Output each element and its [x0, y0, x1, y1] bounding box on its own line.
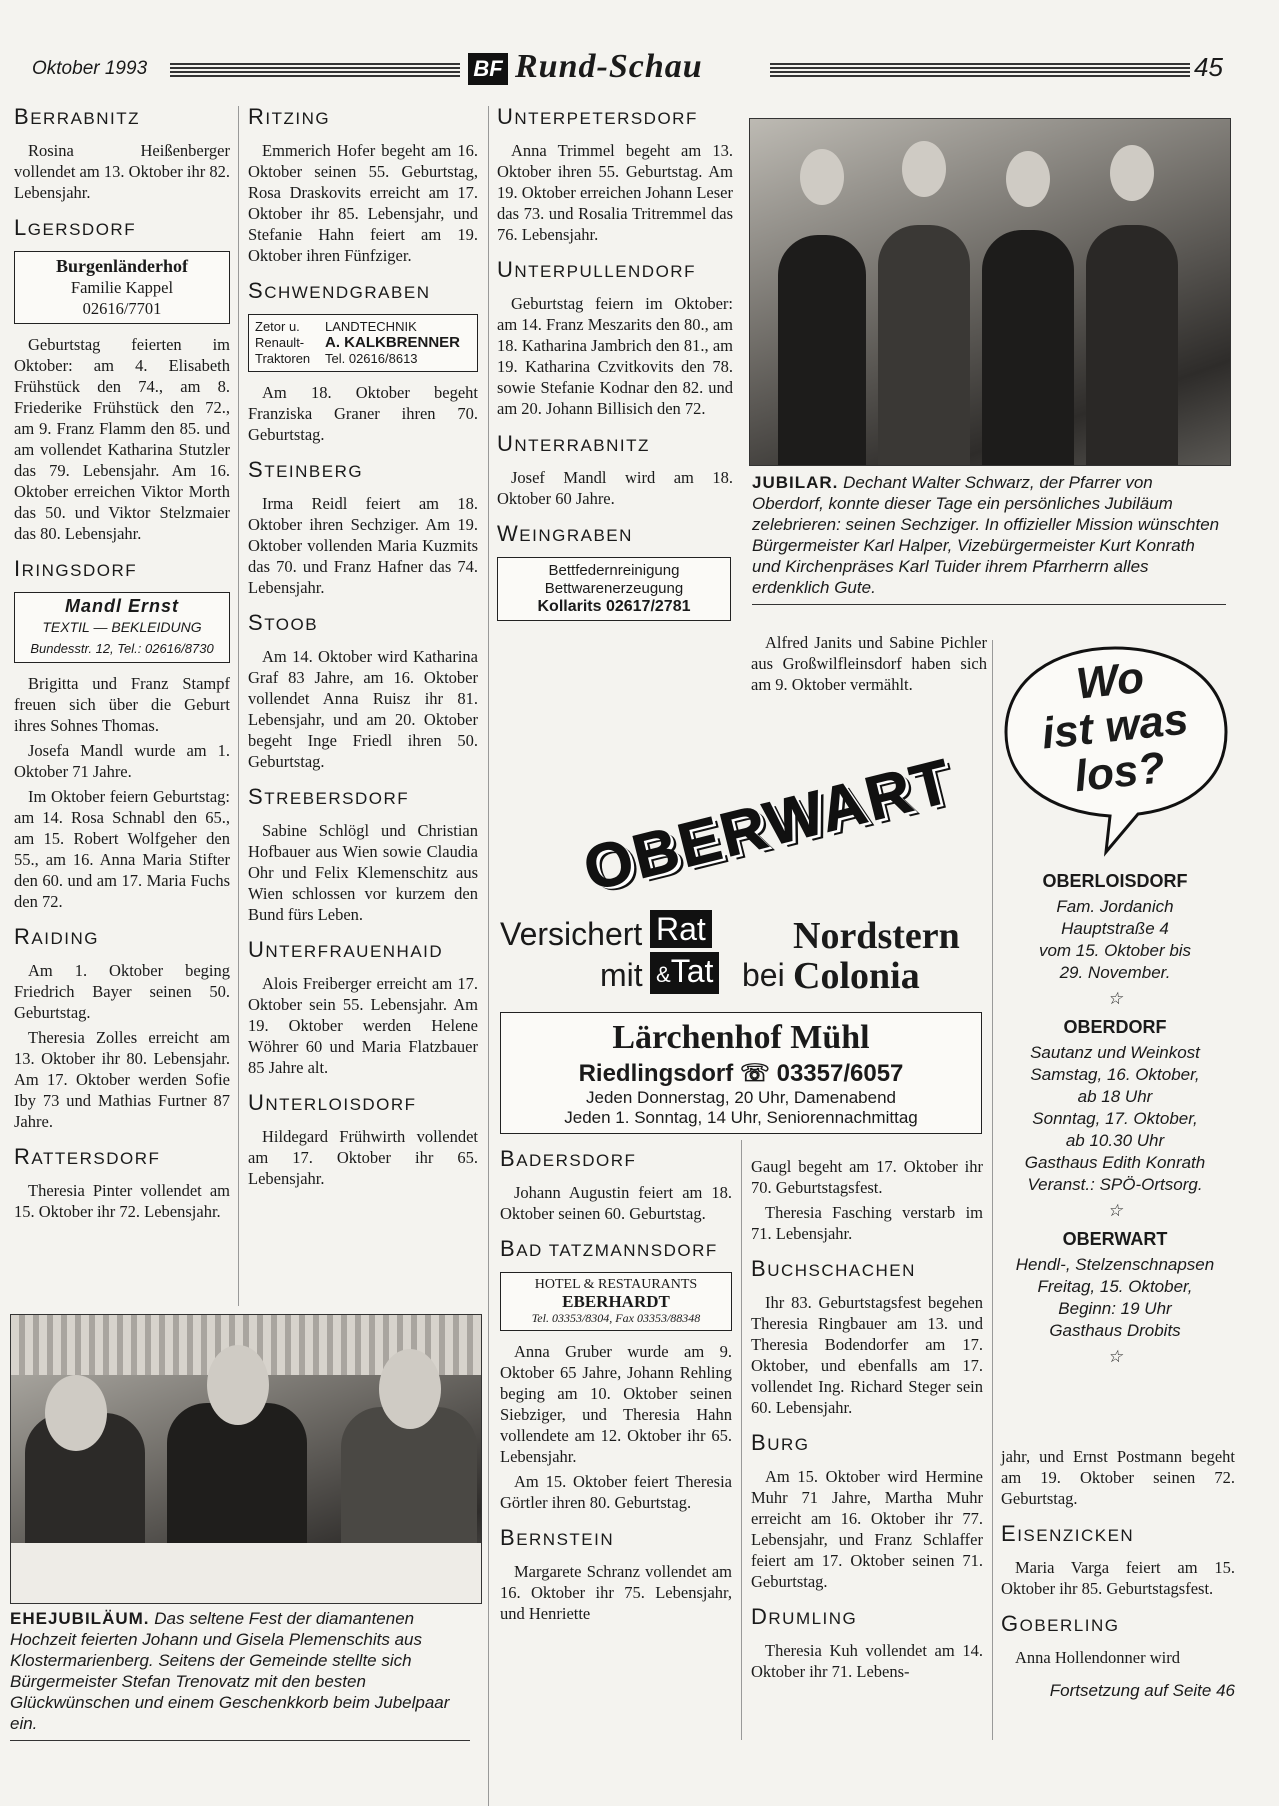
section-title: BAD TATZMANNSDORF: [500, 1236, 718, 1261]
bubble-line: ist was: [1039, 694, 1191, 759]
article-text: Geburtstag feierten im Oktober: am 4. Elisabeth Frühstück den 74., am 8. Friederike Frühstück den 72., am 9. Franz Flamm den 85. und am vollendet Katharina Stutzler das 79. Lebensjahr. Am 16. Oktober erreichen Viktor Morth das 50. und Viktor Stelzmaier das 80. Lebensjahr.: [14, 335, 230, 543]
section-title: DRUMLING: [751, 1604, 858, 1629]
column-mid-b: [751, 1156, 983, 1686]
ad-line: Jeden Donnerstag, 20 Uhr, Damenabend: [586, 1088, 896, 1107]
issue-date: Oktober 1993: [32, 58, 148, 79]
event-line: ab 18 Uhr: [1077, 1087, 1153, 1106]
article-text: Anna Hollendonner wird: [1015, 1648, 1180, 1667]
section-title: UNTERPULLENDORF: [497, 257, 696, 282]
column-right-bottom: [1001, 1446, 1235, 1701]
event-line: 29. November.: [1059, 963, 1171, 982]
photo-person-head: [1110, 145, 1154, 201]
bubble-line: los?: [1072, 743, 1168, 802]
article-text: Am 1. Oktober beging Friedrich Bayer seinen 50. Geburtstag.: [14, 961, 230, 1022]
article-text: Gaugl begeht am 17. Oktober ihr 70. Geburtstagsfest.: [751, 1157, 983, 1197]
wo-ist-was-los-bubble: [998, 640, 1232, 860]
photo-ehejubilaeum: [10, 1314, 482, 1604]
ad-right: [325, 319, 460, 367]
ad-mit: mit: [600, 957, 643, 993]
ad-left: [255, 319, 325, 367]
column-mid-a: [500, 1148, 732, 1628]
ad-mandl-ernst: [14, 592, 230, 663]
ad-eberhardt: [500, 1272, 732, 1331]
article-text: Josefa Mandl wurde am 1. Oktober 71 Jahre.: [14, 741, 230, 781]
star-icon: ☆: [1107, 989, 1123, 1008]
section-title: BUCHSCHACHEN: [751, 1256, 916, 1281]
photo-person-head: [45, 1375, 107, 1451]
section-title: UNTERRABNITZ: [497, 431, 650, 456]
event-line: Hauptstraße 4: [1061, 919, 1169, 938]
ad-kollarits: [497, 557, 731, 621]
article-text: Alfred Janits und Sabine Pichler aus Großwilfleinsdorf haben sich am 9. Oktober vermählt.: [751, 633, 987, 694]
article-text: Margarete Schranz vollendet am 16. Oktober ihr 75. Lebensjahr, und Henriette: [500, 1562, 732, 1623]
photo-person: [878, 225, 970, 465]
publication-title: Rund-Schau: [515, 48, 703, 85]
event-line: Gasthaus Drobits: [1049, 1321, 1181, 1340]
event-title: OBERDORF: [1063, 1017, 1167, 1037]
article-text: Hildegard Frühwirth vollendet am 17. Oktober ihr 65. Lebensjahr.: [248, 1127, 478, 1188]
section-title: UNTERLOISDORF: [248, 1090, 417, 1115]
event-line: Veranst.: SPÖ-Ortsorg.: [1027, 1175, 1203, 1194]
ad-line: Jeden 1. Sonntag, 14 Uhr, Seniorennachmittag: [564, 1108, 918, 1127]
photo-person: [778, 235, 866, 465]
article-text: Am 14. Oktober wird Katharina Graf 83 Jahre, am 16. Oktober vollendet Anna Ruisz ihr 81. Lebensjahr, und am 20. Oktober begeht Inge Friedl ihren 50. Geburtstag.: [248, 647, 478, 771]
article-text: Josef Mandl wird am 18. Oktober 60 Jahre.: [497, 468, 733, 508]
section-title: BADERSDORF: [500, 1146, 637, 1171]
ad-colonia: Colonia: [793, 955, 920, 997]
header-rule-left: [170, 63, 460, 77]
ad-line: Bettfedernreinigung: [548, 562, 680, 579]
article-text: Brigitta und Franz Stampf freuen sich über die Geburt ihres Sohnes Thomas.: [14, 674, 230, 735]
ad-name: Kollarits 02617/2781: [537, 598, 691, 615]
column-divider: [741, 1140, 742, 1740]
ad-laerchenhof: [500, 1012, 982, 1134]
ad-name: EBERHARDT: [562, 1292, 670, 1311]
section-title: SCHWENDGRABEN: [248, 278, 431, 303]
article-text: Anna Trimmel begeht am 13. Oktober ihren 55. Geburtstag. Am 19. Oktober erreichen Johann Leser das 73. und Rosalia Tritremmel das 76. Lebensjahr.: [497, 141, 733, 244]
section-title: STREBERSDORF: [248, 784, 410, 809]
event-line: Freitag, 15. Oktober,: [1037, 1277, 1193, 1296]
ad-name: Lärchenhof Mühl: [612, 1019, 870, 1056]
article-text: Theresia Kuh vollendet am 14. Oktober ihr 71. Lebens-: [751, 1641, 983, 1681]
article-text: jahr, und Ernst Postmann begeht am 19. Oktober seinen 72. Geburtstag.: [1001, 1447, 1235, 1508]
column-3: [497, 106, 733, 631]
ad-versichert: Versichert: [500, 916, 643, 952]
ad-kalkbrenner: [248, 314, 478, 372]
article-text: Johann Augustin feiert am 18. Oktober seinen 60. Geburtstag.: [500, 1183, 732, 1223]
bubble-line: Wo: [1073, 652, 1147, 709]
event-line: Beginn: 19 Uhr: [1058, 1299, 1172, 1318]
section-title: RAIDING: [14, 924, 99, 949]
ad-place-phone: [501, 1059, 981, 1088]
ad-line: Zetor u.: [255, 319, 300, 334]
event-line: ab 10.30 Uhr: [1065, 1131, 1165, 1150]
ad-subtitle: Familie Kappel: [70, 278, 174, 297]
photo-person-head: [1006, 151, 1050, 207]
ad-burgenlaenderhof: [14, 251, 230, 324]
section-title: RATTERSDORF: [14, 1144, 161, 1169]
event-title: OBERLOISDORF: [1042, 871, 1188, 891]
ad-line: Bettwarenerzeugung: [544, 580, 684, 597]
article-text: Alois Freiberger erreicht am 17. Oktober sein 55. Lebensjahr. Am 19. Oktober werden Helene Wöhrer 60 und Maria Flatzbauer 85 Jahre alt.: [248, 974, 478, 1077]
ad-place: Riedlingsdorf: [578, 1060, 734, 1087]
event-line: Sautanz und Weinkost: [1030, 1043, 1200, 1062]
column-4-top: [751, 632, 987, 699]
ad-name: A. KALKBRENNER: [325, 334, 460, 351]
header-rule-right: [770, 63, 1190, 77]
article-text: Im Oktober feiern Geburtstag: am 14. Rosa Schnabl den 65., am 15. Robert Wolfgeher den 55., am 16. Anna Maria Stifter den 60. und am 17. Maria Fuchs den 72.: [14, 787, 230, 911]
article-text: Rosina Heißenberger vollendet am 13. Oktober ihr 82. Lebensjahr.: [14, 141, 230, 202]
article-text: Irma Reidl feiert am 18. Oktober ihren Sechziger. Am 19. Oktober vollenden Maria Kuzmits das 70. und Franz Hafner das 74. Lebensjahr.: [248, 494, 478, 597]
photo-person-head: [800, 149, 844, 205]
ad-phone: 02616/7701: [82, 299, 162, 318]
section-title: BURG: [751, 1430, 810, 1455]
photo-person-head: [902, 141, 946, 197]
article-text: Am 15. Oktober feiert Theresia Görtler ihren 80. Geburtstag.: [500, 1472, 732, 1512]
section-title: UNTERPETERSDORF: [497, 104, 698, 129]
bf-logo: BF: [468, 53, 508, 85]
column-divider: [238, 106, 239, 1306]
article-text: Maria Varga feiert am 15. Oktober ihr 85. Geburtstagsfest.: [1001, 1558, 1235, 1598]
section-title: RITZING: [248, 104, 331, 129]
section-title: BERRABNITZ: [14, 104, 141, 129]
event-title: OBERWART: [1062, 1229, 1168, 1249]
section-title: EISENZICKEN: [1001, 1521, 1135, 1546]
section-title: LGERSDORF: [14, 215, 137, 240]
article-text: Geburtstag feiern im Oktober: am 14. Franz Meszarits den 80., am 18. Katharina Jambrich den 81., am 19. Katharina Czvitkovits den 78. sowie Stefanie Kodnar den 82. und am 20. Johann Billisich den 72.: [497, 294, 733, 418]
ad-tat-box: [650, 952, 719, 994]
ad-rat-box: Rat: [650, 910, 712, 948]
event-line: Fam. Jordanich: [1056, 897, 1174, 916]
ad-subtitle: TEXTIL — BEKLEIDUNG: [42, 619, 202, 635]
photo-jubilar-caption: [752, 472, 1226, 605]
photo-person: [1086, 225, 1178, 465]
section-title: GOBERLING: [1001, 1611, 1120, 1636]
ad-amp: &: [656, 962, 671, 987]
ad-line: Renault-: [255, 335, 305, 350]
article-text: Sabine Schlögl und Christian Hofbauer aus Wien sowie Claudia Ohr und Felix Klemenschitz aus Wien schlossen vor kurzem den Bund fürs Leben.: [248, 821, 478, 924]
section-title: IRINGSDORF: [14, 556, 138, 581]
column-divider: [992, 640, 993, 1740]
ad-oberwart-nordstern: [500, 720, 990, 1000]
section-title: STOOB: [248, 610, 319, 635]
ad-line: HOTEL & RESTAURANTS: [534, 1277, 698, 1292]
ad-address: Bundesstr. 12, Tel.: 02616/8730: [30, 641, 214, 656]
article-text: Theresia Pinter vollendet am 15. Oktober ihr 72. Lebensjahr.: [14, 1181, 230, 1221]
column-1: [14, 106, 230, 1226]
section-title: UNTERFRAUENHAID: [248, 937, 444, 962]
ad-name: Mandl Ernst: [64, 596, 179, 616]
photo-jubilar: [749, 118, 1231, 466]
event-line: vom 15. Oktober bis: [1038, 941, 1192, 960]
photo-table: [11, 1543, 481, 1603]
ad-phone: Tel. 02616/8613: [325, 351, 418, 366]
section-title: STEINBERG: [248, 457, 364, 482]
photo-person-head: [379, 1349, 441, 1429]
column-2: [248, 106, 478, 1193]
ad-tat: Tat: [670, 953, 714, 989]
event-line: Hendl-, Stelzenschnapsen: [1015, 1255, 1215, 1274]
article-text: Theresia Zolles erreicht am 13. Oktober ihr 80. Lebensjahr. Am 17. Oktober werden Sofie Iby 73 und Mathias Furtner 87 Jahre.: [14, 1028, 230, 1131]
ad-bei: bei: [742, 957, 785, 993]
caption-text: Das seltene Fest der diamantenen Hochzeit feierten Johann und Gisela Plemenschits aus Klostermarienberg. Seitens der Gemeinde stellte sich Bürgermeister Stefan Trenovatz mit den besten Glückwünschen und einem Geschenkkorb beim Jubelpaar ein.: [10, 1609, 450, 1733]
star-icon: ☆: [1107, 1201, 1123, 1220]
section-title: BERNSTEIN: [500, 1525, 615, 1550]
caption-text: Dechant Walter Schwarz, der Pfarrer von Oberdorf, konnte dieser Tage ein persönliches Jubiläum zelebrieren: seinen Sechziger. In offizieller Mission wünschten Bürgermeister Karl Halper, Vizebürgermeister Kurt Konrath und Kirchenpräses Karl Tuider ihrem Pfarrherrn alles erdenklich Gute.: [752, 473, 1220, 597]
article-text: Am 18. Oktober begeht Franziska Graner ihren 70. Geburtstag.: [248, 383, 478, 444]
article-text: Ihr 83. Geburtstagsfest begehen Theresia Ringbauer am 13. und Theresia Bodendorfer am 17. Oktober, und ebenfalls am 17. vollendet Ing. Richard Steger sein 60. Lebensjahr.: [751, 1293, 983, 1417]
article-text: Emmerich Hofer begeht am 16. Oktober seinen 55. Geburtstag, Rosa Draskovits erreicht am 17. Oktober ihr 85. Lebensjahr, und Stefanie Hahn feiert am 19. Oktober ihren Fünfziger.: [248, 141, 478, 265]
ad-nordstern: Nordstern: [793, 915, 960, 957]
ad-name: Burgenländerhof: [55, 256, 188, 276]
photo-person-head: [207, 1345, 269, 1425]
ad-line: Traktoren: [255, 351, 311, 366]
photo-ehejubilaeum-caption: [10, 1608, 470, 1741]
article-text: Theresia Fasching verstarb im 71. Lebensjahr.: [751, 1203, 983, 1243]
ad-phone: ☏ 03357/6057: [739, 1060, 904, 1087]
section-title: WEINGRABEN: [497, 521, 633, 546]
caption-lead: JUBILAR.: [752, 473, 839, 492]
continued-note: Fortsetzung auf Seite 46: [1049, 1681, 1235, 1700]
caption-lead: EHEJUBILÄUM.: [10, 1609, 150, 1628]
ad-line: LANDTECHNIK: [325, 319, 417, 334]
event-line: Samstag, 16. Oktober,: [1030, 1065, 1200, 1084]
bubble-text: [991, 646, 1238, 808]
events-list: [998, 870, 1232, 1368]
page-number: 45: [1194, 52, 1223, 82]
article-text: Am 15. Oktober wird Hermine Muhr 71 Jahre, Martha Muhr erreicht am 16. Oktober ihr 77. Lebensjahr, und Franz Schlaffer feiert am 17. Oktober seinen 71. Geburtstag.: [751, 1467, 983, 1591]
event-line: Gasthaus Edith Konrath: [1024, 1153, 1206, 1172]
photo-person: [982, 230, 1074, 465]
column-divider: [488, 106, 489, 1806]
event-line: Sonntag, 17. Oktober,: [1032, 1109, 1198, 1128]
article-text: Anna Gruber wurde am 9. Oktober 65 Jahre, Johann Rehling beging am 10. Oktober seinen Siebziger, und Theresia Hahn vollendete am 12. Oktober ihr 65. Lebensjahr.: [500, 1342, 732, 1466]
star-icon: ☆: [1107, 1347, 1123, 1366]
ad-phone: Tel. 03353/8304, Fax 03353/88348: [531, 1311, 701, 1325]
ad-oberwart-title: OBERWART: [577, 746, 960, 905]
